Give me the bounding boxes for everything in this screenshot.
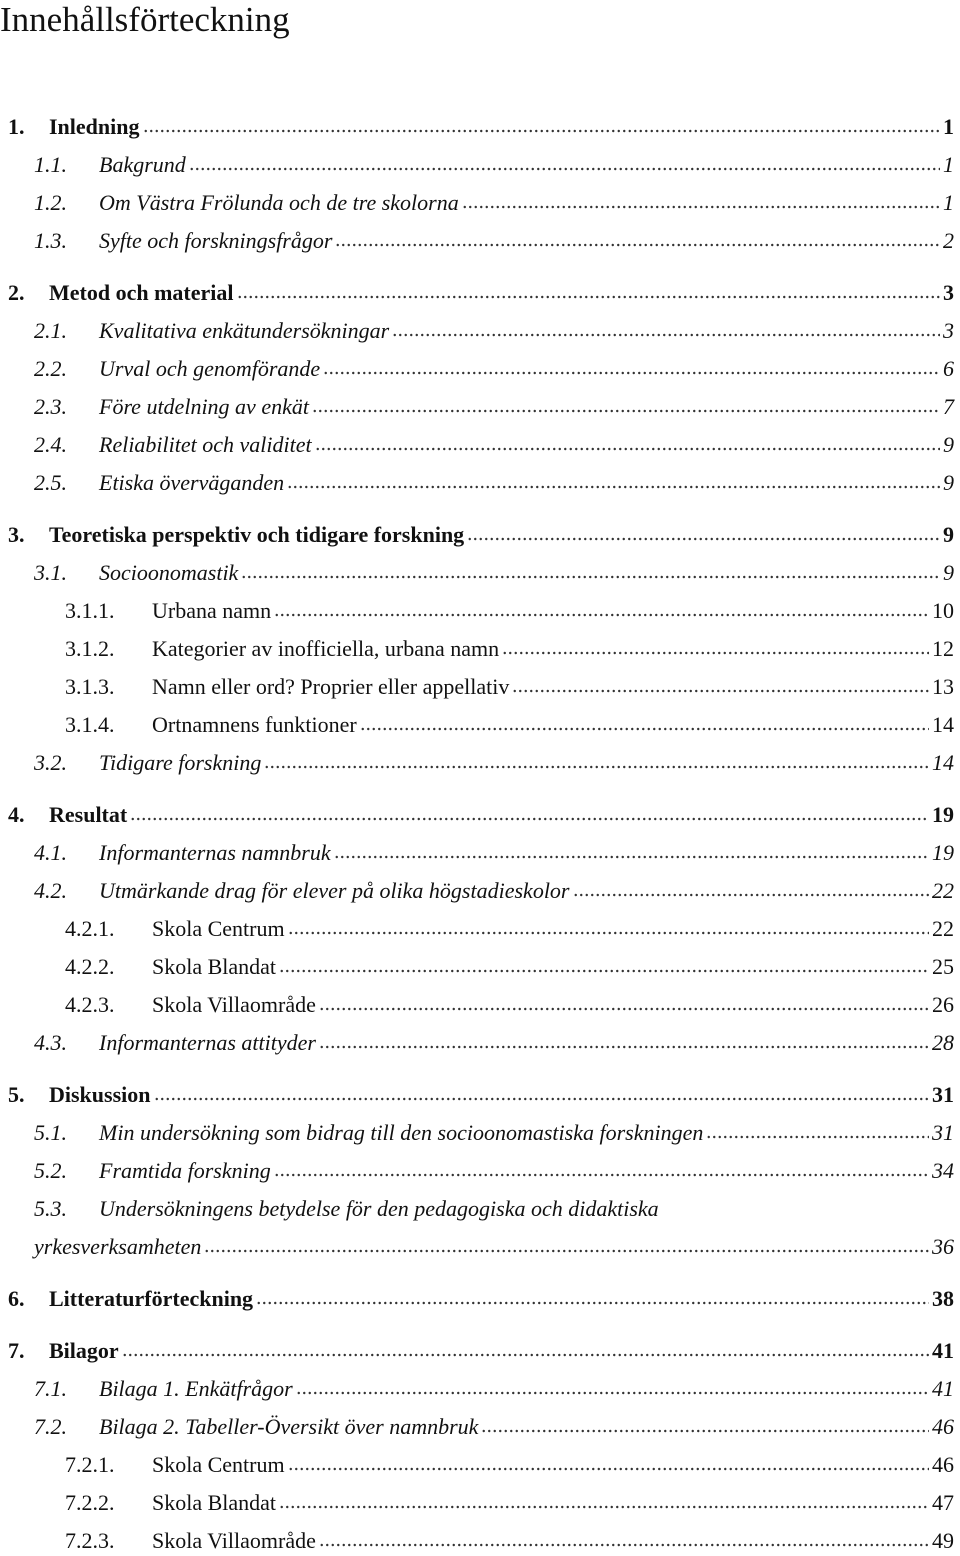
toc-entry-number: 3.1.1. <box>65 598 115 623</box>
dot-leader <box>706 1134 929 1140</box>
toc-entry[interactable] <box>0 800 960 830</box>
toc-entry-title-continuation: yrkesverksamheten <box>34 1234 202 1259</box>
toc-entry-title: Syfte och forskningsfrågor <box>99 228 333 253</box>
toc-entry-page: 12 <box>932 636 954 661</box>
toc-entry-page: 14 <box>932 750 954 775</box>
toc-entry[interactable] <box>0 1284 960 1314</box>
toc-entry-title: Skola Centrum <box>152 1452 285 1477</box>
dot-leader <box>130 816 929 822</box>
dot-leader <box>189 166 940 172</box>
toc-entry-page: 41 <box>932 1376 954 1401</box>
toc-entry-number: 4.2.3. <box>65 992 115 1017</box>
toc-entry[interactable] <box>0 226 960 256</box>
toc-entry-page: 46 <box>932 1452 954 1477</box>
toc-entry-title: Skola Blandat <box>152 1490 277 1515</box>
dot-leader <box>256 1300 929 1306</box>
dot-leader <box>319 1542 929 1548</box>
toc-entry-number: 5.1. <box>34 1120 67 1145</box>
toc-entry-title: Urval och genomförande <box>99 356 321 381</box>
toc-entry-page: 6 <box>943 356 954 381</box>
toc-entry-page: 25 <box>932 954 954 979</box>
toc-entry-page: 1 <box>943 152 954 177</box>
toc-entry-page: 9 <box>943 560 954 585</box>
dot-leader <box>573 892 929 898</box>
toc-entry[interactable] <box>0 1194 960 1224</box>
toc-entry[interactable] <box>0 520 960 550</box>
toc-entry-page: 3 <box>943 318 954 343</box>
dot-leader <box>312 408 940 414</box>
toc-entry-title: Etiska överväganden <box>99 470 285 495</box>
toc-entry-number: 7.2.3. <box>65 1528 115 1553</box>
toc-entry[interactable] <box>0 558 960 588</box>
dot-leader <box>323 370 940 376</box>
dot-leader <box>335 242 940 248</box>
toc-entry-number: 7.1. <box>34 1376 67 1401</box>
toc-entry-title: Bakgrund <box>99 152 186 177</box>
toc-entry-number: 5.3. <box>34 1196 67 1221</box>
toc-entry-title: Skola Blandat <box>152 954 277 979</box>
toc-entry-number: 3. <box>8 522 25 547</box>
toc-entry-title: Tidigare forskning <box>99 750 262 775</box>
toc-entry-title: Skola Villaområde <box>152 992 316 1017</box>
toc-entry-page: 14 <box>932 712 954 737</box>
toc-entry-number: 3.1. <box>34 560 67 585</box>
toc-entry-number: 7.2.2. <box>65 1490 115 1515</box>
toc-entry-title: Om Västra Frölunda och de tre skolorna <box>99 190 459 215</box>
toc-entry-number: 4.3. <box>34 1030 67 1055</box>
toc-entry-number: 3.1.3. <box>65 674 115 699</box>
toc-entry[interactable] <box>0 1336 960 1366</box>
toc-entry-title: Reliabilitet och validitet <box>99 432 312 457</box>
toc-entry[interactable] <box>0 672 960 702</box>
toc-entry-page: 34 <box>932 1158 954 1183</box>
dot-leader <box>274 612 929 618</box>
toc-entry[interactable] <box>0 952 960 982</box>
toc-entry[interactable] <box>0 430 960 460</box>
toc-entry-page: 38 <box>932 1286 954 1311</box>
dot-leader <box>279 968 929 974</box>
dot-leader <box>288 1466 929 1472</box>
toc-entry[interactable] <box>0 278 960 308</box>
toc-entry[interactable] <box>0 1156 960 1186</box>
toc-entry-number: 2.1. <box>34 318 67 343</box>
dot-leader <box>334 854 929 860</box>
toc-entry-title: Skola Centrum <box>152 916 285 941</box>
toc-entry-page: 28 <box>932 1030 954 1055</box>
dot-leader <box>241 574 940 580</box>
toc-entry-title: Före utdelning av enkät <box>99 394 309 419</box>
dot-leader <box>467 536 940 542</box>
toc-entry-title: Undersökningens betydelse för den pedagogiska och didaktiska <box>99 1196 659 1221</box>
toc-entry-page: 26 <box>932 992 954 1017</box>
page-title: Innehållsförteckning <box>0 0 290 39</box>
toc-entry-page: 31 <box>932 1120 954 1145</box>
toc-entry-title: Kvalitativa enkätundersökningar <box>99 318 390 343</box>
toc-entry[interactable] <box>0 1118 960 1148</box>
toc-entry[interactable] <box>0 1028 960 1058</box>
dot-leader <box>279 1504 929 1510</box>
dot-leader <box>274 1172 929 1178</box>
toc-entry[interactable] <box>0 710 960 740</box>
toc-entry[interactable] <box>0 1080 960 1110</box>
toc-entry[interactable] <box>0 1526 960 1556</box>
dot-leader <box>392 332 940 338</box>
toc-entry-number: 4.2. <box>34 878 67 903</box>
toc-entry-number: 7.2.1. <box>65 1452 115 1477</box>
toc-entry-title: Teoretiska perspektiv och tidigare forskning <box>49 522 465 547</box>
toc-entry-page: 1 <box>943 114 954 139</box>
toc-entry-number: 3.1.4. <box>65 712 115 737</box>
toc-entry-title: Utmärkande drag för elever på olika högstadieskolor <box>99 878 570 903</box>
dot-leader <box>360 726 929 732</box>
dot-leader <box>502 650 929 656</box>
toc-entry-page: 9 <box>943 432 954 457</box>
toc-entry[interactable] <box>0 150 960 180</box>
toc-entry-page: 36 <box>932 1234 954 1259</box>
toc-entry-page: 46 <box>932 1414 954 1439</box>
toc-entry-page: 3 <box>943 280 954 305</box>
dot-leader <box>288 930 929 936</box>
toc-entry-title: Inledning <box>49 114 140 139</box>
dot-leader <box>512 688 929 694</box>
toc-entry-page: 7 <box>943 394 954 419</box>
dot-leader <box>315 446 940 452</box>
toc-entry-page: 9 <box>943 470 954 495</box>
toc-entry-page: 22 <box>932 916 954 941</box>
dot-leader <box>296 1390 929 1396</box>
toc-entry-page: 41 <box>932 1338 954 1363</box>
toc-entry[interactable] <box>0 188 960 218</box>
toc-entry-page: 10 <box>932 598 954 623</box>
toc-entry-page: 1 <box>943 190 954 215</box>
toc-entry[interactable] <box>0 392 960 422</box>
toc-entry-title: Framtida forskning <box>99 1158 271 1183</box>
toc-entry-number: 3.1.2. <box>65 636 115 661</box>
toc-entry-page: 19 <box>932 840 954 865</box>
toc-entry[interactable] <box>0 634 960 664</box>
dot-leader <box>481 1428 929 1434</box>
dot-leader <box>264 764 929 770</box>
toc-entry[interactable] <box>0 748 960 778</box>
toc-entry-number: 1.2. <box>34 190 67 215</box>
toc-entry-page: 2 <box>943 228 954 253</box>
toc-entry[interactable] <box>0 1450 960 1480</box>
toc-entry-page: 19 <box>932 802 954 827</box>
toc-entry-title: Skola Villaområde <box>152 1528 316 1553</box>
toc-entry-number: 4.2.1. <box>65 916 115 941</box>
dot-leader <box>154 1096 929 1102</box>
toc-entry-title: Resultat <box>49 802 128 827</box>
dot-leader <box>204 1248 929 1254</box>
toc-entry-page: 22 <box>932 878 954 903</box>
toc-entry-title: Metod och material <box>49 280 234 305</box>
toc-entry-title: Ortnamnens funktioner <box>152 712 357 737</box>
toc-entry[interactable] <box>0 838 960 868</box>
dot-leader <box>237 294 940 300</box>
toc-entry-page: 9 <box>943 522 954 547</box>
toc-entry[interactable] <box>0 316 960 346</box>
toc-entry-title: Informanternas attityder <box>99 1030 316 1055</box>
dot-leader <box>462 204 940 210</box>
toc-entry-title: Bilagor <box>49 1338 119 1363</box>
toc-entry-number: 6. <box>8 1286 25 1311</box>
toc-entry[interactable] <box>0 914 960 944</box>
dot-leader <box>122 1352 929 1358</box>
toc-entry-title: Bilaga 1. Enkätfrågor <box>99 1376 293 1401</box>
toc-entry-page: 13 <box>932 674 954 699</box>
toc-entry-number: 2.5. <box>34 470 67 495</box>
dot-leader <box>319 1006 929 1012</box>
toc-entry-number: 5.2. <box>34 1158 67 1183</box>
toc-entry-title: Urbana namn <box>152 598 272 623</box>
toc-entry-number: 4. <box>8 802 25 827</box>
toc-entry-number: 2. <box>8 280 25 305</box>
toc-entry-number: 7.2. <box>34 1414 67 1439</box>
toc-entry[interactable] <box>0 112 960 142</box>
toc-entry[interactable] <box>0 1488 960 1518</box>
toc-entry-page: 47 <box>932 1490 954 1515</box>
toc-entry-number: 2.2. <box>34 356 67 381</box>
toc-entry-number: 4.2.2. <box>65 954 115 979</box>
toc-entry-number: 1.3. <box>34 228 67 253</box>
toc-entry[interactable] <box>0 596 960 626</box>
toc-entry-title: Bilaga 2. Tabeller-Översikt över namnbruk <box>99 1414 479 1439</box>
toc-entry-number: 1. <box>8 114 25 139</box>
dot-leader <box>287 484 940 490</box>
toc-entry-title: Socioonomastik <box>99 560 239 585</box>
toc-entry[interactable] <box>0 468 960 498</box>
toc-entry-number: 5. <box>8 1082 25 1107</box>
toc-entry-number: 3.2. <box>34 750 67 775</box>
toc-entry-page: 49 <box>932 1528 954 1553</box>
toc-entry-number: 2.4. <box>34 432 67 457</box>
toc-entry[interactable] <box>0 1374 960 1404</box>
toc-entry-number: 4.1. <box>34 840 67 865</box>
toc-entry-page: 31 <box>932 1082 954 1107</box>
toc-entry-title: Litteraturförteckning <box>49 1286 254 1311</box>
toc-entry-number: 2.3. <box>34 394 67 419</box>
toc-entry[interactable] <box>0 1412 960 1442</box>
toc-entry-continuation[interactable] <box>0 1232 960 1262</box>
toc-entry-title: Diskussion <box>49 1082 151 1107</box>
toc-entry-title: Namn eller ord? Proprier eller appellativ <box>152 674 510 699</box>
dot-leader <box>143 128 940 134</box>
toc-entry-title: Informanternas namnbruk <box>99 840 331 865</box>
dot-leader <box>319 1044 929 1050</box>
toc-entry[interactable] <box>0 990 960 1020</box>
toc-entry[interactable] <box>0 876 960 906</box>
toc-entry-title: Min undersökning som bidrag till den socioonomastiska forskningen <box>99 1120 704 1145</box>
toc-entry-number: 1.1. <box>34 152 67 177</box>
toc-entry[interactable] <box>0 354 960 384</box>
toc-entry-number: 7. <box>8 1338 25 1363</box>
toc-entry-title: Kategorier av inofficiella, urbana namn <box>152 636 500 661</box>
